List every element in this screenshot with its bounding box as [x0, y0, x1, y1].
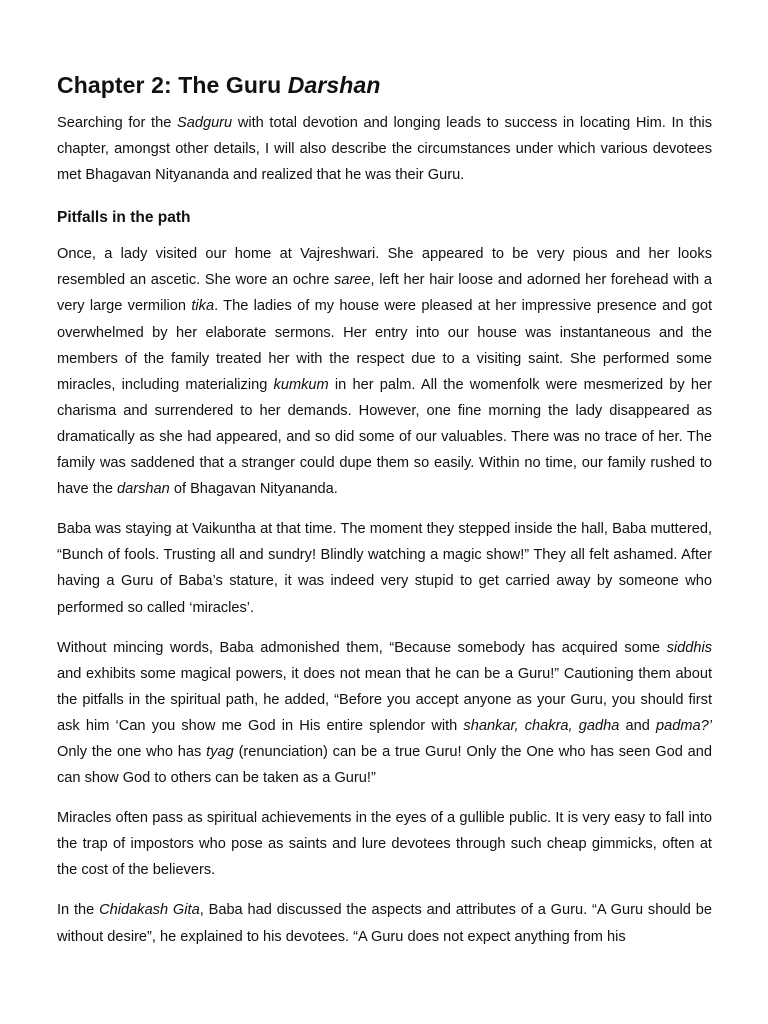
text-run: , left her hair loose and adorned her forehead with a very large vermilion: [57, 272, 712, 315]
italic-text-run: tika: [191, 298, 215, 315]
text-run: , Baba had discussed the aspects and attributes of a Guru. “A Guru should be without desire”, he explained to his devotees. “A Guru does not expect anything from his: [57, 902, 712, 945]
text-run: Once, a lady visited our home at Vajreshwari. She appeared to be very pious and her looks resembled an ascetic. She wore an ochre: [57, 246, 712, 289]
document-page: [57, 70, 712, 950]
body-paragraph: [57, 897, 712, 949]
text-run: In the: [57, 902, 100, 919]
body-paragraph: [57, 516, 712, 620]
chapter-title-prefix: Chapter 2: The Guru: [57, 72, 282, 98]
italic-text-run: Sadguru: [176, 115, 233, 131]
text-run: and: [619, 717, 657, 734]
text-run: Searching for the: [57, 115, 177, 131]
text-run: of Bhagavan Nityananda.: [169, 481, 338, 498]
text-run: Without mincing words, Baba admonished them, “Because somebody has acquired some: [57, 639, 667, 656]
intro-paragraph: [57, 110, 712, 188]
italic-text-run: padma?’: [656, 717, 712, 734]
section-heading: Pitfalls in the path: [57, 209, 191, 227]
italic-text-run: shankar, chakra, gadha: [463, 717, 620, 734]
italic-text-run: darshan: [117, 481, 170, 498]
text-run: Miracles often pass as spiritual achievements in the eyes of a gullible public. It is very easy to fall into the trap of impostors who pose as saints and lure devotees through such cheap gimmicks, often at the cost of the believers.: [57, 810, 712, 879]
body-paragraph: [57, 241, 712, 502]
text-run: Baba was staying at Vaikuntha at that time. The moment they stepped inside the hall, Baba muttered, “Bunch of fools. Trusting all and sundry! Blindly watching a magic show!” They all felt ashamed. After having a Guru of Baba’s stature, it was indeed very stupid to get carried away by someone who performed so called ‘miracles’.: [57, 521, 712, 616]
text-run: with total devotion and longing leads to success in locating Him. In this chapter, amongst other details, I will also describe the circumstances under which various devotees met Bhagavan Nityananda and realized that he was their Guru.: [57, 115, 712, 184]
italic-text-run: siddhis: [666, 639, 712, 656]
italic-text-run: tyag: [206, 743, 234, 760]
text-run: in her palm. All the womenfolk were mesmerized by her charisma and surrendered to her demands. However, one fine morning the lady disappeared as dramatically as she had appeared, and so did some of our valuables. There was no trace of her. The family was saddened that a stranger could dupe them so easily. Within no time, our family rushed to have the: [57, 376, 712, 498]
chapter-title-italic: Darshan: [287, 72, 381, 98]
text-run: Only the one who has: [57, 743, 207, 760]
italic-text-run: kumkum: [273, 376, 329, 393]
text-run: . The ladies of my house were pleased at her impressive presence and got overwhelmed by her elaborate sermons. Her entry into our house was instantaneous and the members of the family treated her with the respect due to a visiting saint. She performed some miracles, including materializing: [57, 298, 713, 393]
body-paragraph: [57, 635, 712, 792]
chapter-title: [57, 70, 712, 100]
text-run: (renunciation) can be a true Guru! Only the One who has seen God and can show God to others can be taken as a Guru!”: [57, 743, 712, 787]
italic-text-run: saree: [334, 272, 371, 289]
italic-text-run: Chidakash Gita: [99, 902, 200, 919]
body-paragraph: [57, 805, 712, 883]
text-run: and exhibits some magical powers, it does not mean that he can be a Guru!” Cautioning them about the pitfalls in the spiritual path, he added, “Before you accept anyone as your Guru, you should first ask him ‘Can you show me God in His entire splendor with: [57, 665, 712, 734]
